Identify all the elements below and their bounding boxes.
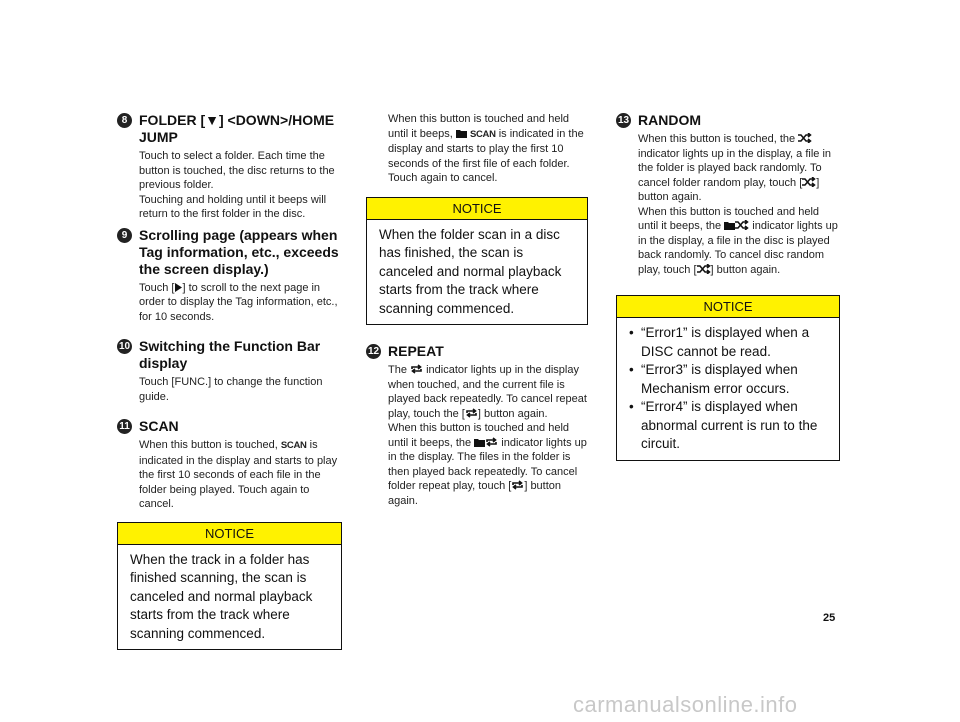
section-number-badge: 10 [118, 341, 131, 352]
folder-icon [724, 221, 735, 230]
repeat-icon [410, 364, 423, 374]
random-icon [802, 177, 816, 187]
random-icon [735, 220, 749, 230]
section-paragraph: Touching and holding until it beeps will return to the first folder in the disc. [139, 193, 327, 220]
section-paragraph: When this button is touched and held until it beeps, the indicator lights up in the display, a file in the disc is played back randomly. To cancel disc random play, touch [ ] button again. [638, 205, 838, 276]
column-right [616, 112, 840, 461]
notice-box [616, 295, 840, 461]
func-button-label: [FUNC.] [171, 376, 212, 388]
random-icon [798, 133, 812, 143]
notice-list-item: • “Error3” is displayed when Mechanism error occurs. [629, 361, 831, 398]
section-paragraph: When this button is touched and held until it beeps, SCAN is indicated in the display and starts to play the first 10 seconds of the first file of each folder. Touch again to cancel. [388, 113, 584, 184]
notice-list [629, 324, 831, 454]
notice-box [366, 197, 588, 326]
section-scan-folder [366, 112, 588, 186]
section-paragraph: When this button is touched, the indicator lights up in the display, a file in the folder is played back randomly. To cancel folder random play, touch [ ] button again. [638, 133, 832, 203]
section-scrolling-page [117, 227, 342, 325]
section-paragraph: When this button is touched and held until it beeps, the indicator lights up in the display. The files in the folder is then played back repeatedly. To cancel folder repeat play, touch [ ] button again. [388, 422, 587, 507]
notice-header: NOTICE [118, 523, 341, 545]
column-middle [366, 112, 588, 508]
repeat-icon [511, 480, 524, 490]
folder-icon [456, 129, 467, 138]
section-number-badge: 9 [117, 228, 132, 243]
section-scan [117, 418, 342, 512]
notice-body: When the track in a folder has finished scanning, the scan is canceled and normal playback starts from the track where scanning commenced. [130, 551, 313, 641]
section-repeat [366, 343, 588, 508]
section-number-badge: 12 [367, 346, 380, 357]
notice-header: NOTICE [617, 296, 839, 318]
random-icon [697, 264, 711, 274]
section-title: FOLDER [▼] <DOWN>/HOME JUMP [139, 112, 335, 145]
repeat-icon [485, 437, 498, 447]
page-number: 25 [823, 612, 836, 624]
section-folder-down [117, 112, 342, 222]
section-paragraph: When this button is touched, SCAN is indicated in the display and starts to play the first 10 seconds of each file in the folder being played. Touch again to cancel. [139, 439, 338, 510]
notice-header: NOTICE [367, 198, 587, 220]
section-function-bar [117, 338, 342, 404]
section-title: REPEAT [388, 343, 444, 359]
section-paragraph: Touch to select a folder. Each time the button is touched, the disc returns to the previous folder. [139, 150, 335, 191]
section-paragraph: The indicator lights up in the display when touched, and the current file is played back repeatedly. To cancel repeat play, touch the [ ] button again. [388, 364, 587, 420]
section-number-badge: 8 [117, 113, 132, 128]
section-number-badge: 11 [117, 419, 132, 434]
section-paragraph: Touch [FUNC.] to change the function guide. [139, 376, 323, 403]
scan-text-icon: SCAN [469, 128, 496, 140]
section-paragraph: Touch [ ] to scroll to the next page in order to display the Tag information, etc., for 10 seconds. [139, 281, 338, 323]
section-title: RANDOM [638, 112, 701, 128]
notice-box [117, 522, 342, 651]
watermark-text: carmanualsonline.info [573, 692, 798, 717]
repeat-icon [465, 408, 478, 418]
scan-text-icon: SCAN [280, 440, 307, 451]
section-random [616, 112, 840, 277]
section-title: Scrolling page (appears when Tag information, etc., exceeds the screen display.) [139, 226, 339, 277]
section-title: SCAN [139, 418, 179, 434]
notice-body: When the folder scan in a disc has finished, the scan is canceled and normal playback starts from the track where scanning commenced. [379, 226, 562, 316]
notice-list-item: • “Error1” is displayed when a DISC cannot be read. [629, 324, 831, 361]
notice-body [617, 318, 839, 460]
section-number-badge: 13 [617, 115, 630, 126]
notice-list-item: • “Error4” is displayed when abnormal current is run to the circuit. [629, 398, 831, 454]
column-left [117, 112, 342, 650]
folder-icon [474, 438, 485, 447]
section-title: Switching the Function Bar display [139, 338, 321, 371]
